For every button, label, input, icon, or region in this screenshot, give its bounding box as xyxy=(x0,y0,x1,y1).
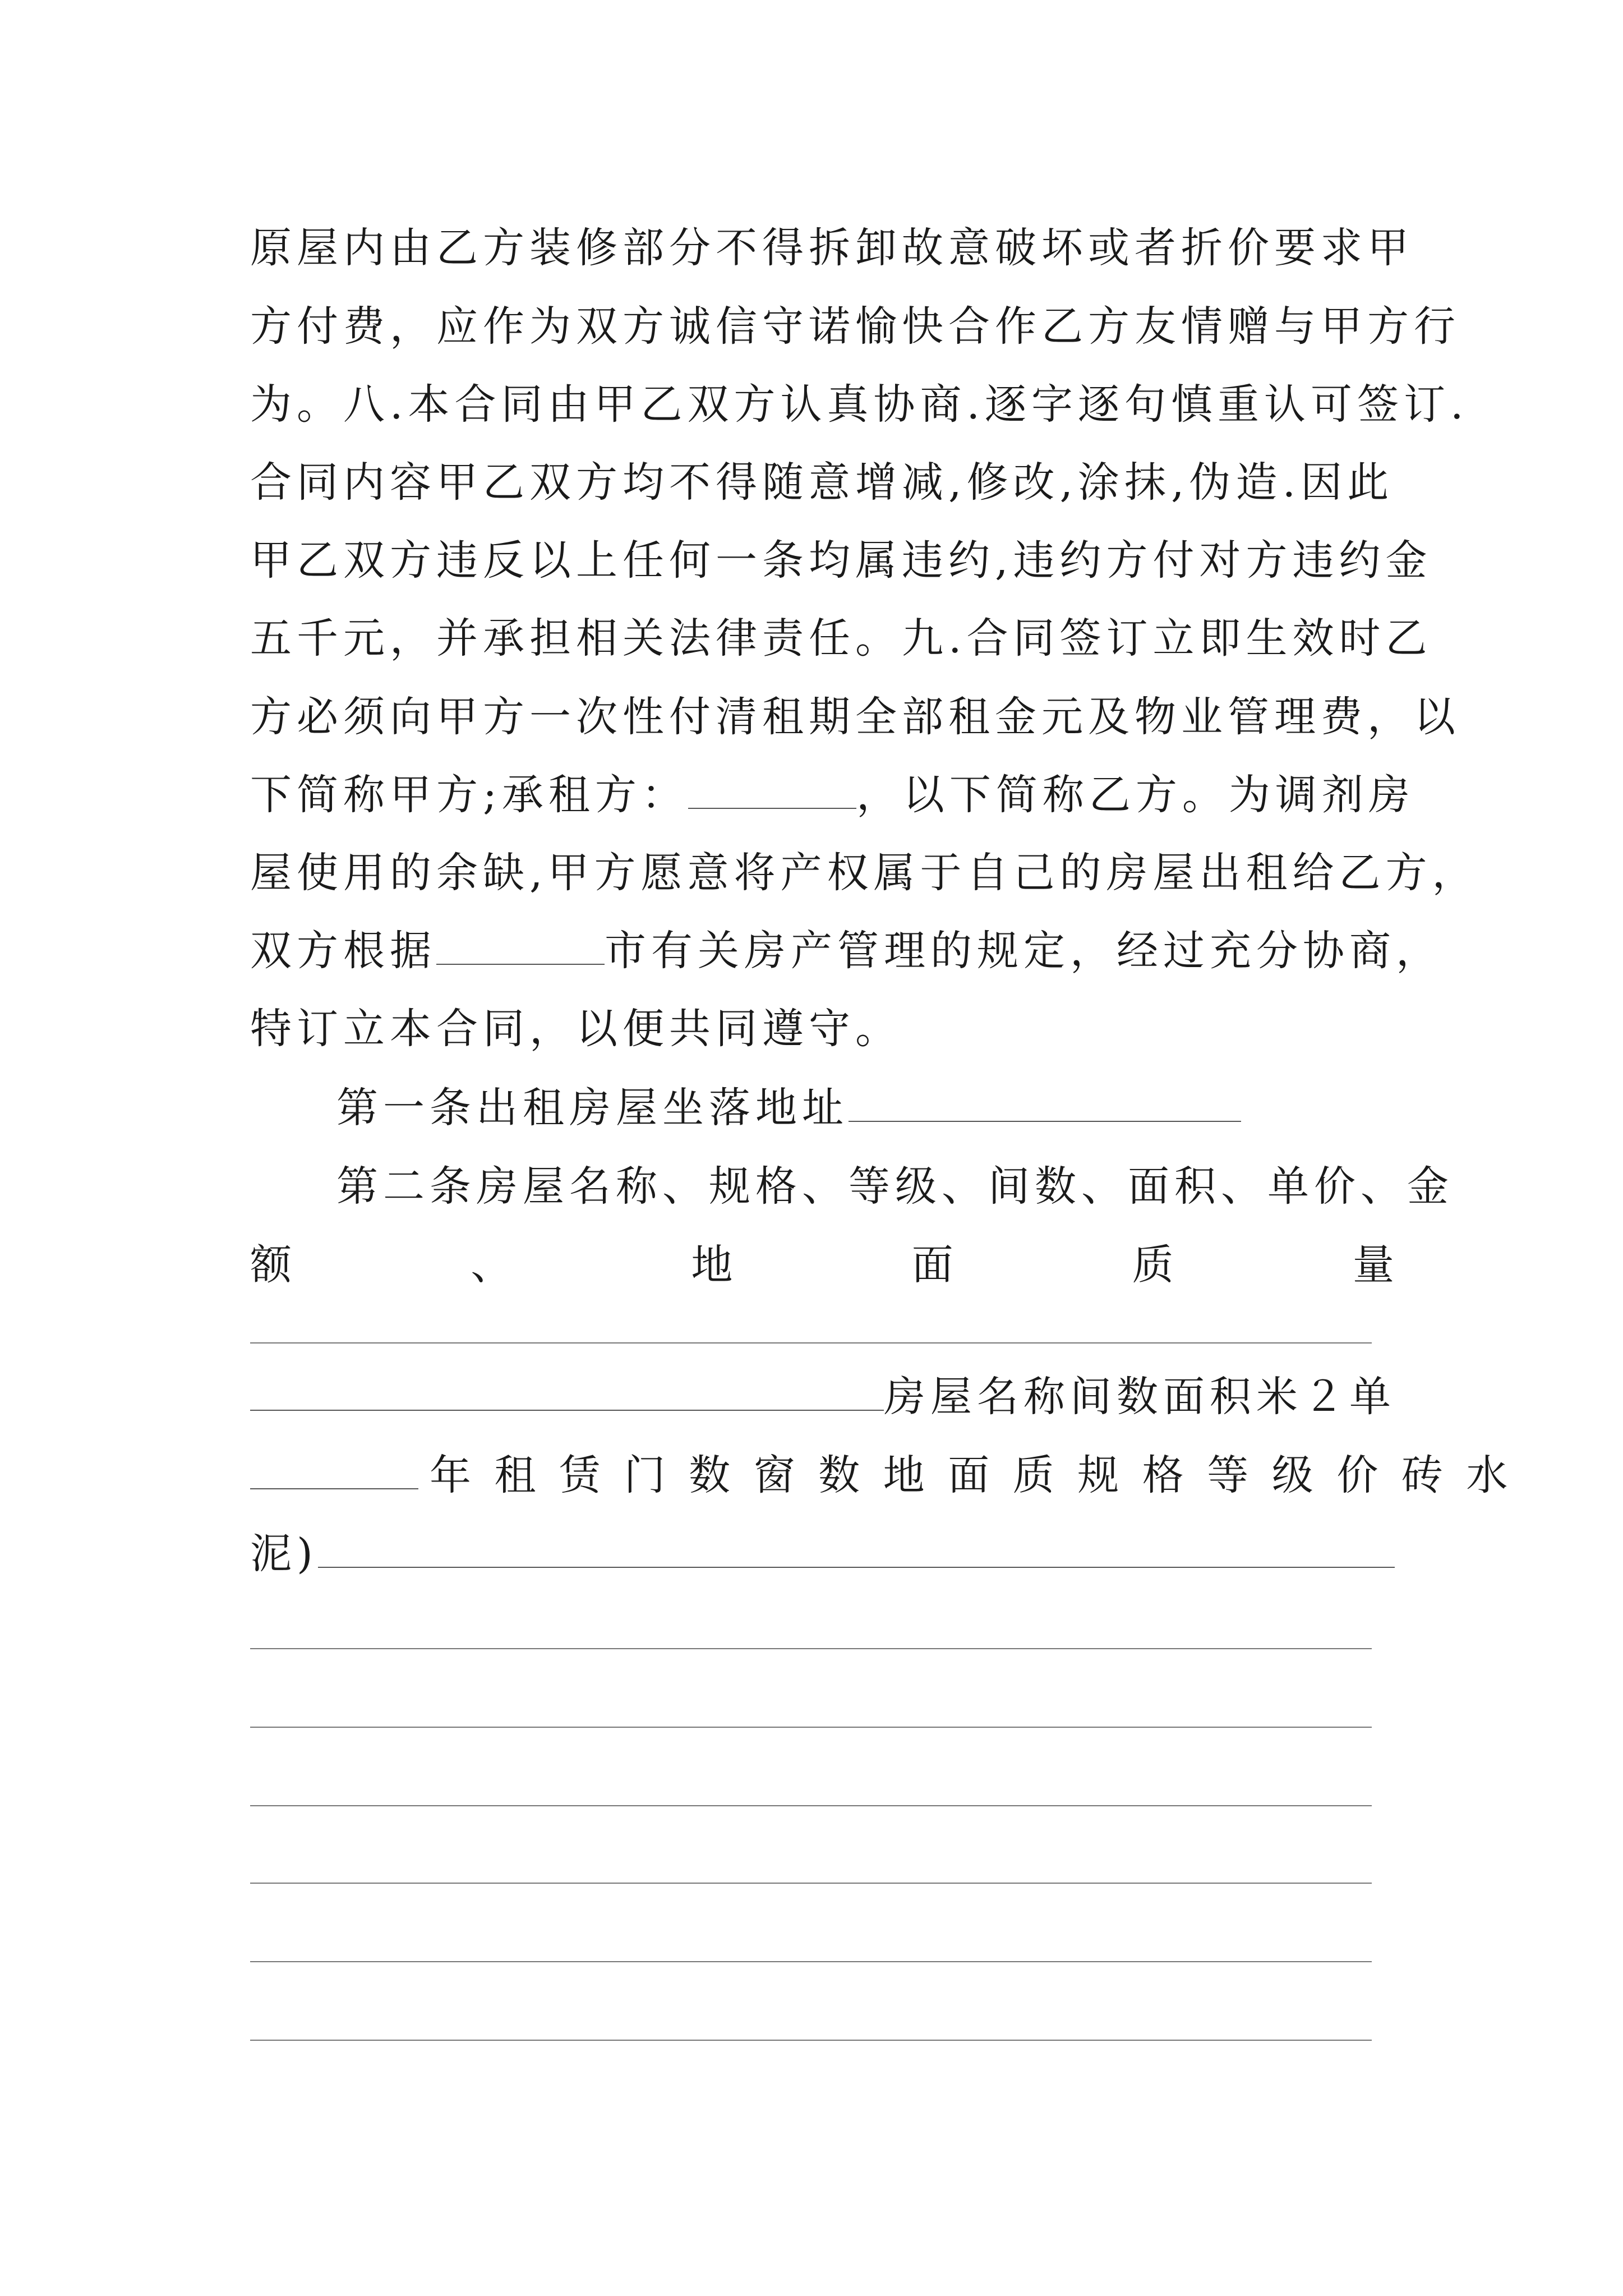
paragraph-line-5: 甲乙双方违反以上任何一条均属违约,违约方付对方违约金 xyxy=(250,536,1432,585)
paragraph-line-8 xyxy=(250,767,1415,823)
blank-rule-3 xyxy=(250,1727,1372,1728)
paragraph-line-2: 方付费，应作为双方诚信守诺愉快合作乙方友情赠与甲方行 xyxy=(250,302,1460,351)
room-blank xyxy=(250,1375,884,1411)
address-blank xyxy=(849,1086,1241,1122)
paragraph-line-6: 五千元，并承担相关法律责任。九.合同签订立即生效时乙 xyxy=(250,614,1432,662)
blank-rule-7 xyxy=(250,2040,1372,2041)
blank-rule-2 xyxy=(250,1648,1372,1649)
article-2-heading: 第二条房屋名称、规格、等级、间数、面积、单价、金 xyxy=(336,1162,1454,1211)
article-1 xyxy=(336,1080,1394,1136)
paragraph-line-4: 合同内容甲乙双方均不得随意增减,修改,涂抹,伪造.因此 xyxy=(250,458,1394,507)
paragraph-line-9: 屋使用的余缺,甲方愿意将产权属于自己的房屋出租给乙方， xyxy=(250,849,1479,897)
mud-text: 泥) xyxy=(250,1530,318,1578)
lessor-text: 下简称甲方;承租方： xyxy=(250,771,688,819)
lessee-text: ，以下简称乙方。为调剂房 xyxy=(856,771,1415,819)
lessee-blank xyxy=(688,773,856,809)
article-2-room-line xyxy=(250,1369,1394,1425)
spread-word-2: 、 xyxy=(471,1241,513,1289)
paragraph-line-3: 为。八.本合同由甲乙双方认真协商.逐字逐句慎重认可签订. xyxy=(250,380,1469,429)
article-2-spread-line xyxy=(250,1237,1394,1293)
lease-text: 年 租 赁 门 数 窗 数 地 面 质 规 格 等 级 价 砖 水 xyxy=(430,1451,1513,1499)
spread-word-4: 面 xyxy=(911,1241,953,1289)
blank-rule-1 xyxy=(250,1342,1372,1343)
paragraph-line-1: 原屋内由乙方装修部分不得拆卸故意破坏或者折价要求甲 xyxy=(250,224,1414,272)
article-2-mud-line xyxy=(250,1526,1394,1582)
paragraph-line-10 xyxy=(250,923,1442,979)
article-2-lease-line xyxy=(250,1447,1513,1503)
lease-years-blank xyxy=(250,1453,418,1489)
regulation-text: 市有关房产管理的规定，经过充分协商， xyxy=(605,927,1442,975)
paragraph-line-11: 特订立本合同，以便共同遵守。 xyxy=(250,1005,902,1053)
article-1-label: 第一条出租房屋坐落地址 xyxy=(336,1084,849,1132)
spread-word-3: 地 xyxy=(691,1241,733,1289)
blank-rule-5 xyxy=(250,1883,1372,1884)
according-text: 双方根据 xyxy=(250,927,436,975)
spread-word-5: 质 xyxy=(1132,1241,1174,1289)
city-blank xyxy=(436,929,605,965)
blank-rule-6 xyxy=(250,1961,1372,1962)
room-text: 房屋名称间数面积米２单 xyxy=(884,1373,1396,1421)
paragraph-line-7: 方必须向甲方一次性付清租期全部租金元及物业管理费，以 xyxy=(250,693,1460,741)
mud-blank xyxy=(318,1532,1395,1568)
spread-word-1: 额 xyxy=(250,1241,292,1289)
spread-word-6: 量 xyxy=(1352,1241,1394,1289)
blank-rule-4 xyxy=(250,1805,1372,1806)
